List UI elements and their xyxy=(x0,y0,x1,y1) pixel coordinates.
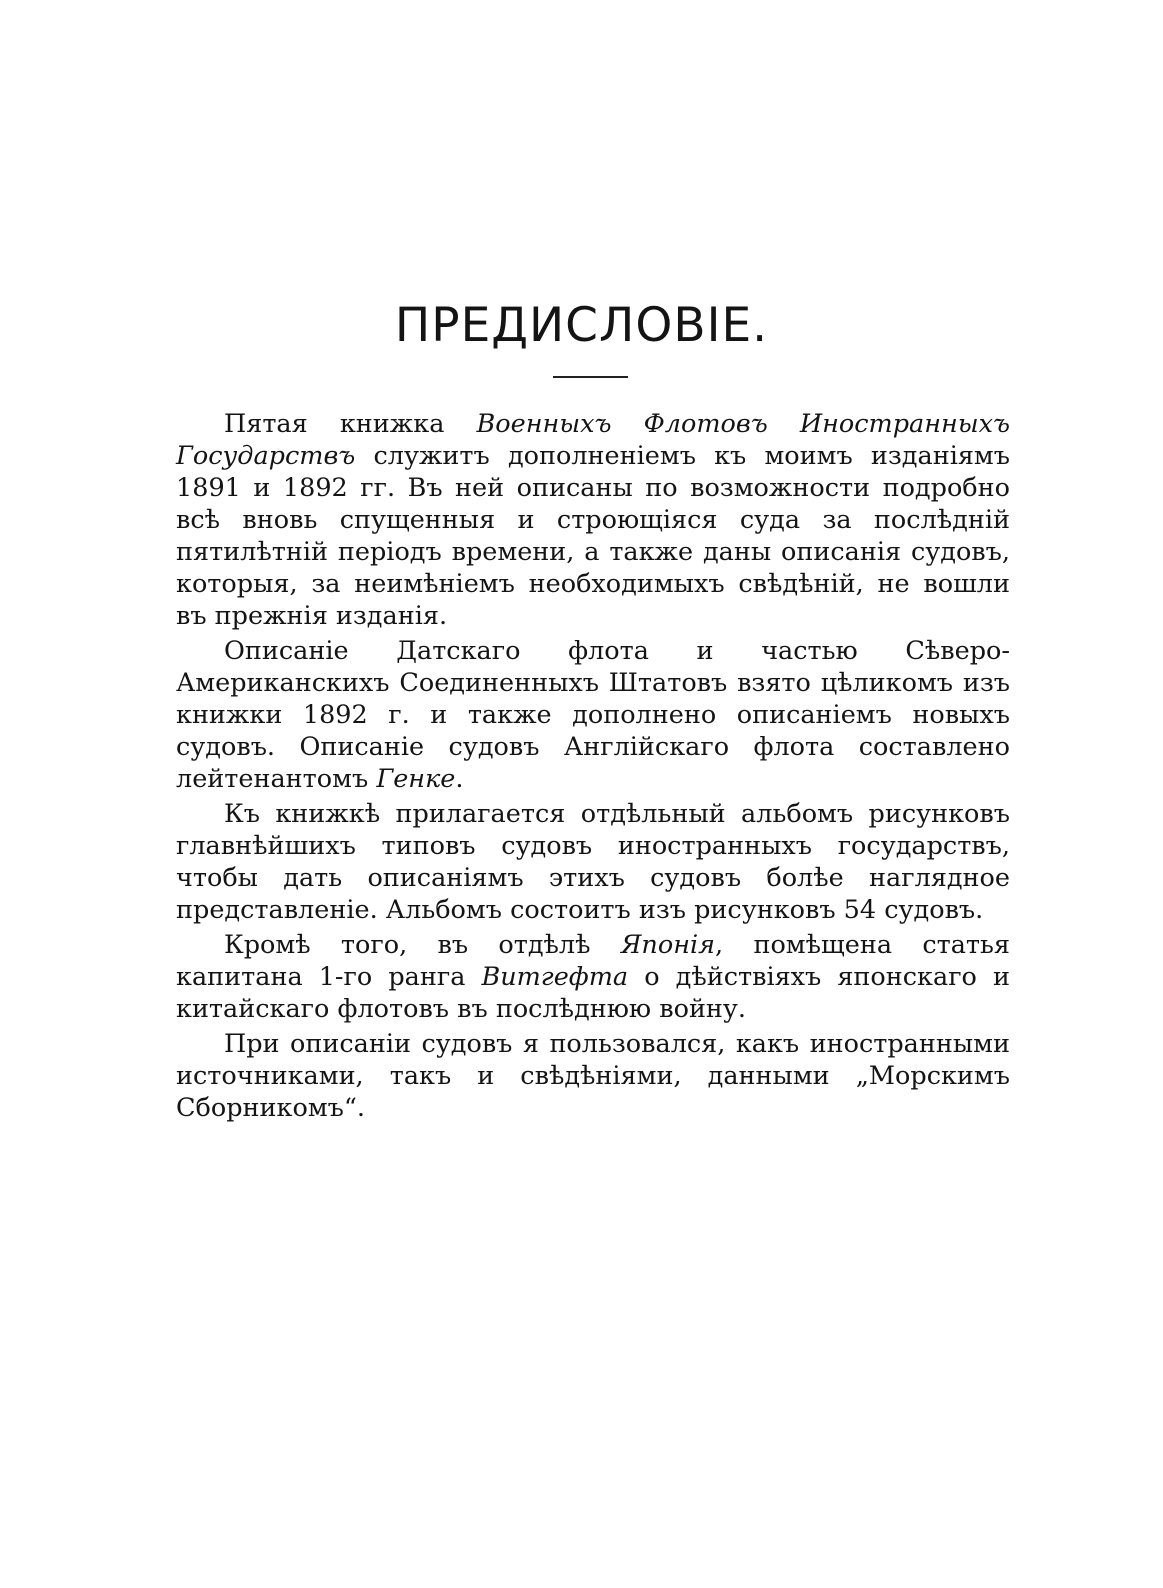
text-segment: Къ книжкѣ прилагается отдѣльный альбомъ рисунковъ главнѣйшихъ типовъ судовъ иностранныхъ государствъ, чтобы дать описаніямъ этихъ судовъ болѣе наглядное представленіе. Альбомъ состоитъ изъ рисунковъ 54 судовъ. xyxy=(176,799,1010,925)
text-segment: Кромѣ того, въ отдѣлѣ xyxy=(224,930,621,960)
text-segment: о дѣйствіяхъ японскаго и китайскаго флотовъ въ послѣднюю войну. xyxy=(176,962,1010,1024)
paragraph-4 xyxy=(176,929,1010,1025)
title-divider xyxy=(553,376,628,378)
paragraph-5 xyxy=(176,1028,1010,1124)
page-title: ПРЕДИСЛОВІЕ. xyxy=(394,298,769,353)
text-segment: Описаніе Датскаго флота и частью Сѣверо-Американскихъ Соединенныхъ Штатовъ взято цѣликомъ изъ книжки 1892 г. и также дополнено описаніемъ новыхъ судовъ. Описаніе судовъ Англійскаго флота составлено лейтенантомъ xyxy=(176,636,1010,794)
text-segment: Пятая книжка xyxy=(224,409,477,439)
text-segment: При описаніи судовъ я пользовался, какъ иностранными источниками, такъ и свѣдѣніями, данными „Морскимъ Сборникомъ“. xyxy=(176,1029,1010,1123)
text-segment: служитъ дополненіемъ къ моимъ изданіямъ 1891 и 1892 гг. Въ ней описаны по возможности подробно всѣ вновь спущенныя и строющіяся суда за послѣдній пятилѣтній періодъ времени, а также даны описанія судовъ, которыя, за неимѣніемъ необходимыхъ свѣдѣній, не вошли въ прежнія изданія. xyxy=(176,441,1010,631)
italic-section: Японія xyxy=(620,930,716,960)
paragraph-1 xyxy=(176,408,1010,632)
italic-name: Генке xyxy=(376,764,456,794)
paragraph-2 xyxy=(176,635,1010,795)
preface-body xyxy=(176,408,1010,1127)
text-segment: , помѣщена статья капитана 1-го ранга xyxy=(176,930,1010,992)
text-segment: . xyxy=(455,764,464,794)
italic-name: Витгефта xyxy=(481,962,629,992)
italic-title: Военныхъ Флотовъ Иностранныхъ Государствъ xyxy=(176,409,1010,471)
paragraph-3 xyxy=(176,798,1010,926)
